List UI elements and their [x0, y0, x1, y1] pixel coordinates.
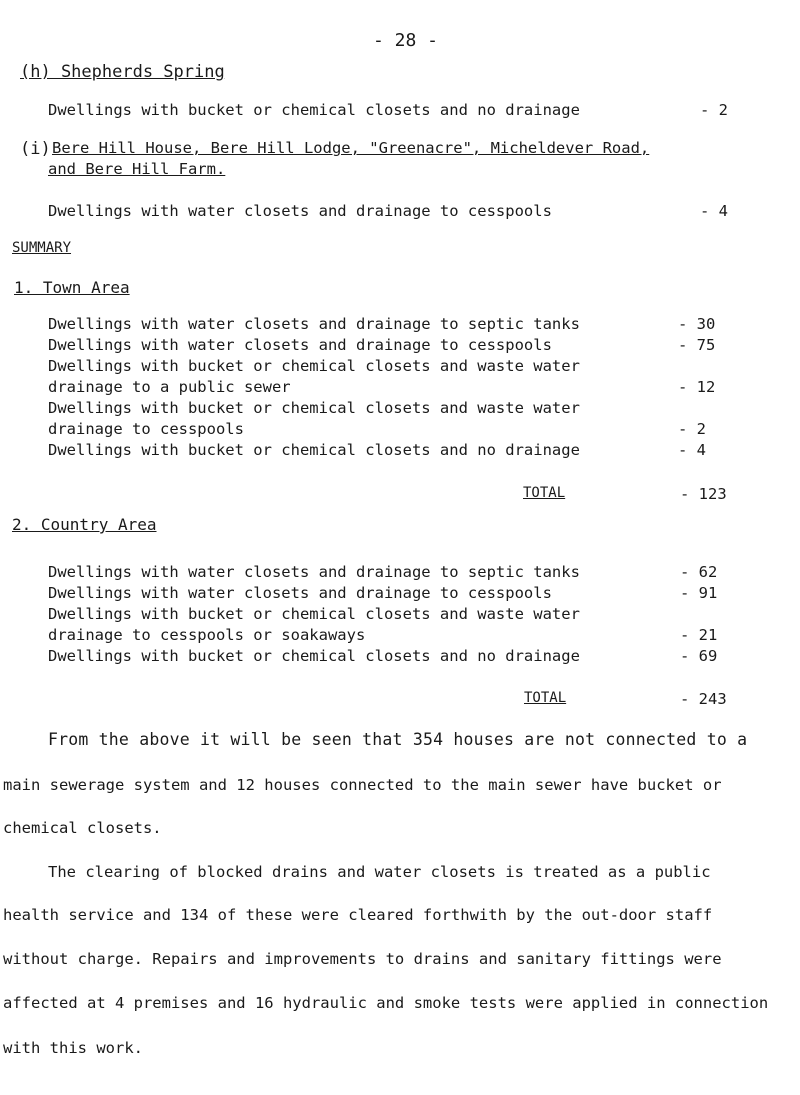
section-i-value: - 4	[700, 202, 728, 220]
country-value: - 21	[680, 626, 718, 644]
section-i-heading-line1: Bere Hill House, Bere Hill Lodge, "Greenacre", Micheldever Road,	[52, 139, 650, 157]
section-i-label: (i)	[20, 139, 51, 159]
section-h-line: Dwellings with bucket or chemical closets and no drainage	[48, 101, 580, 119]
country-line: Dwellings with water closets and drainage to cesspools	[48, 584, 552, 602]
town-line: Dwellings with bucket or chemical closets and waste water	[48, 357, 580, 375]
section-h-heading: (h) Shepherds Spring	[20, 62, 225, 82]
paragraph-2-line: The clearing of blocked drains and water closets is treated as a public	[48, 863, 711, 881]
country-total-label: TOTAL	[524, 690, 567, 706]
town-line: drainage to cesspools	[48, 420, 244, 438]
town-total-label: TOTAL	[523, 485, 566, 501]
town-value: - 2	[678, 420, 706, 438]
section-i-line: Dwellings with water closets and drainage to cesspools	[48, 202, 552, 220]
paragraph-2-line: without charge. Repairs and improvements to drains and sanitary fittings were	[3, 950, 722, 968]
paragraph-2-line: health service and 134 of these were cleared forthwith by the out-door staff	[3, 906, 713, 924]
town-line: drainage to a public sewer	[48, 378, 291, 396]
summary-heading: SUMMARY	[12, 240, 72, 256]
page-number: - 28 -	[373, 30, 439, 51]
country-value: - 91	[680, 584, 718, 602]
country-total-value: - 243	[680, 690, 727, 708]
town-line: Dwellings with water closets and drainage to cesspools	[48, 336, 552, 354]
town-value: - 30	[678, 315, 716, 333]
country-line: Dwellings with bucket or chemical closets and no drainage	[48, 647, 580, 665]
country-area-heading: 2. Country Area	[12, 515, 157, 534]
paragraph-2-line: affected at 4 premises and 16 hydraulic and smoke tests were applied in connection	[3, 994, 769, 1012]
country-value: - 62	[680, 563, 718, 581]
paragraph-1-line: main sewerage system and 12 houses connected to the main sewer have bucket or	[3, 776, 722, 794]
section-h-value: - 2	[700, 101, 728, 119]
town-line: Dwellings with bucket or chemical closets and no drainage	[48, 441, 580, 459]
paragraph-2-line: with this work.	[3, 1039, 143, 1057]
country-line: drainage to cesspools or soakaways	[48, 626, 366, 644]
paragraph-1-line: chemical closets.	[3, 819, 162, 837]
town-value: - 12	[678, 378, 716, 396]
section-i-heading-line2: and Bere Hill Farm.	[48, 160, 226, 178]
town-line: Dwellings with bucket or chemical closets and waste water	[48, 399, 580, 417]
town-area-heading: 1. Town Area	[14, 278, 130, 297]
paragraph-1-line: From the above it will be seen that 354 houses are not connected to a	[48, 730, 748, 749]
town-total-value: - 123	[680, 485, 727, 503]
town-value: - 4	[678, 441, 706, 459]
town-value: - 75	[678, 336, 716, 354]
country-line: Dwellings with bucket or chemical closets and waste water	[48, 605, 580, 623]
country-line: Dwellings with water closets and drainage to septic tanks	[48, 563, 580, 581]
town-line: Dwellings with water closets and drainage to septic tanks	[48, 315, 580, 333]
country-value: - 69	[680, 647, 718, 665]
